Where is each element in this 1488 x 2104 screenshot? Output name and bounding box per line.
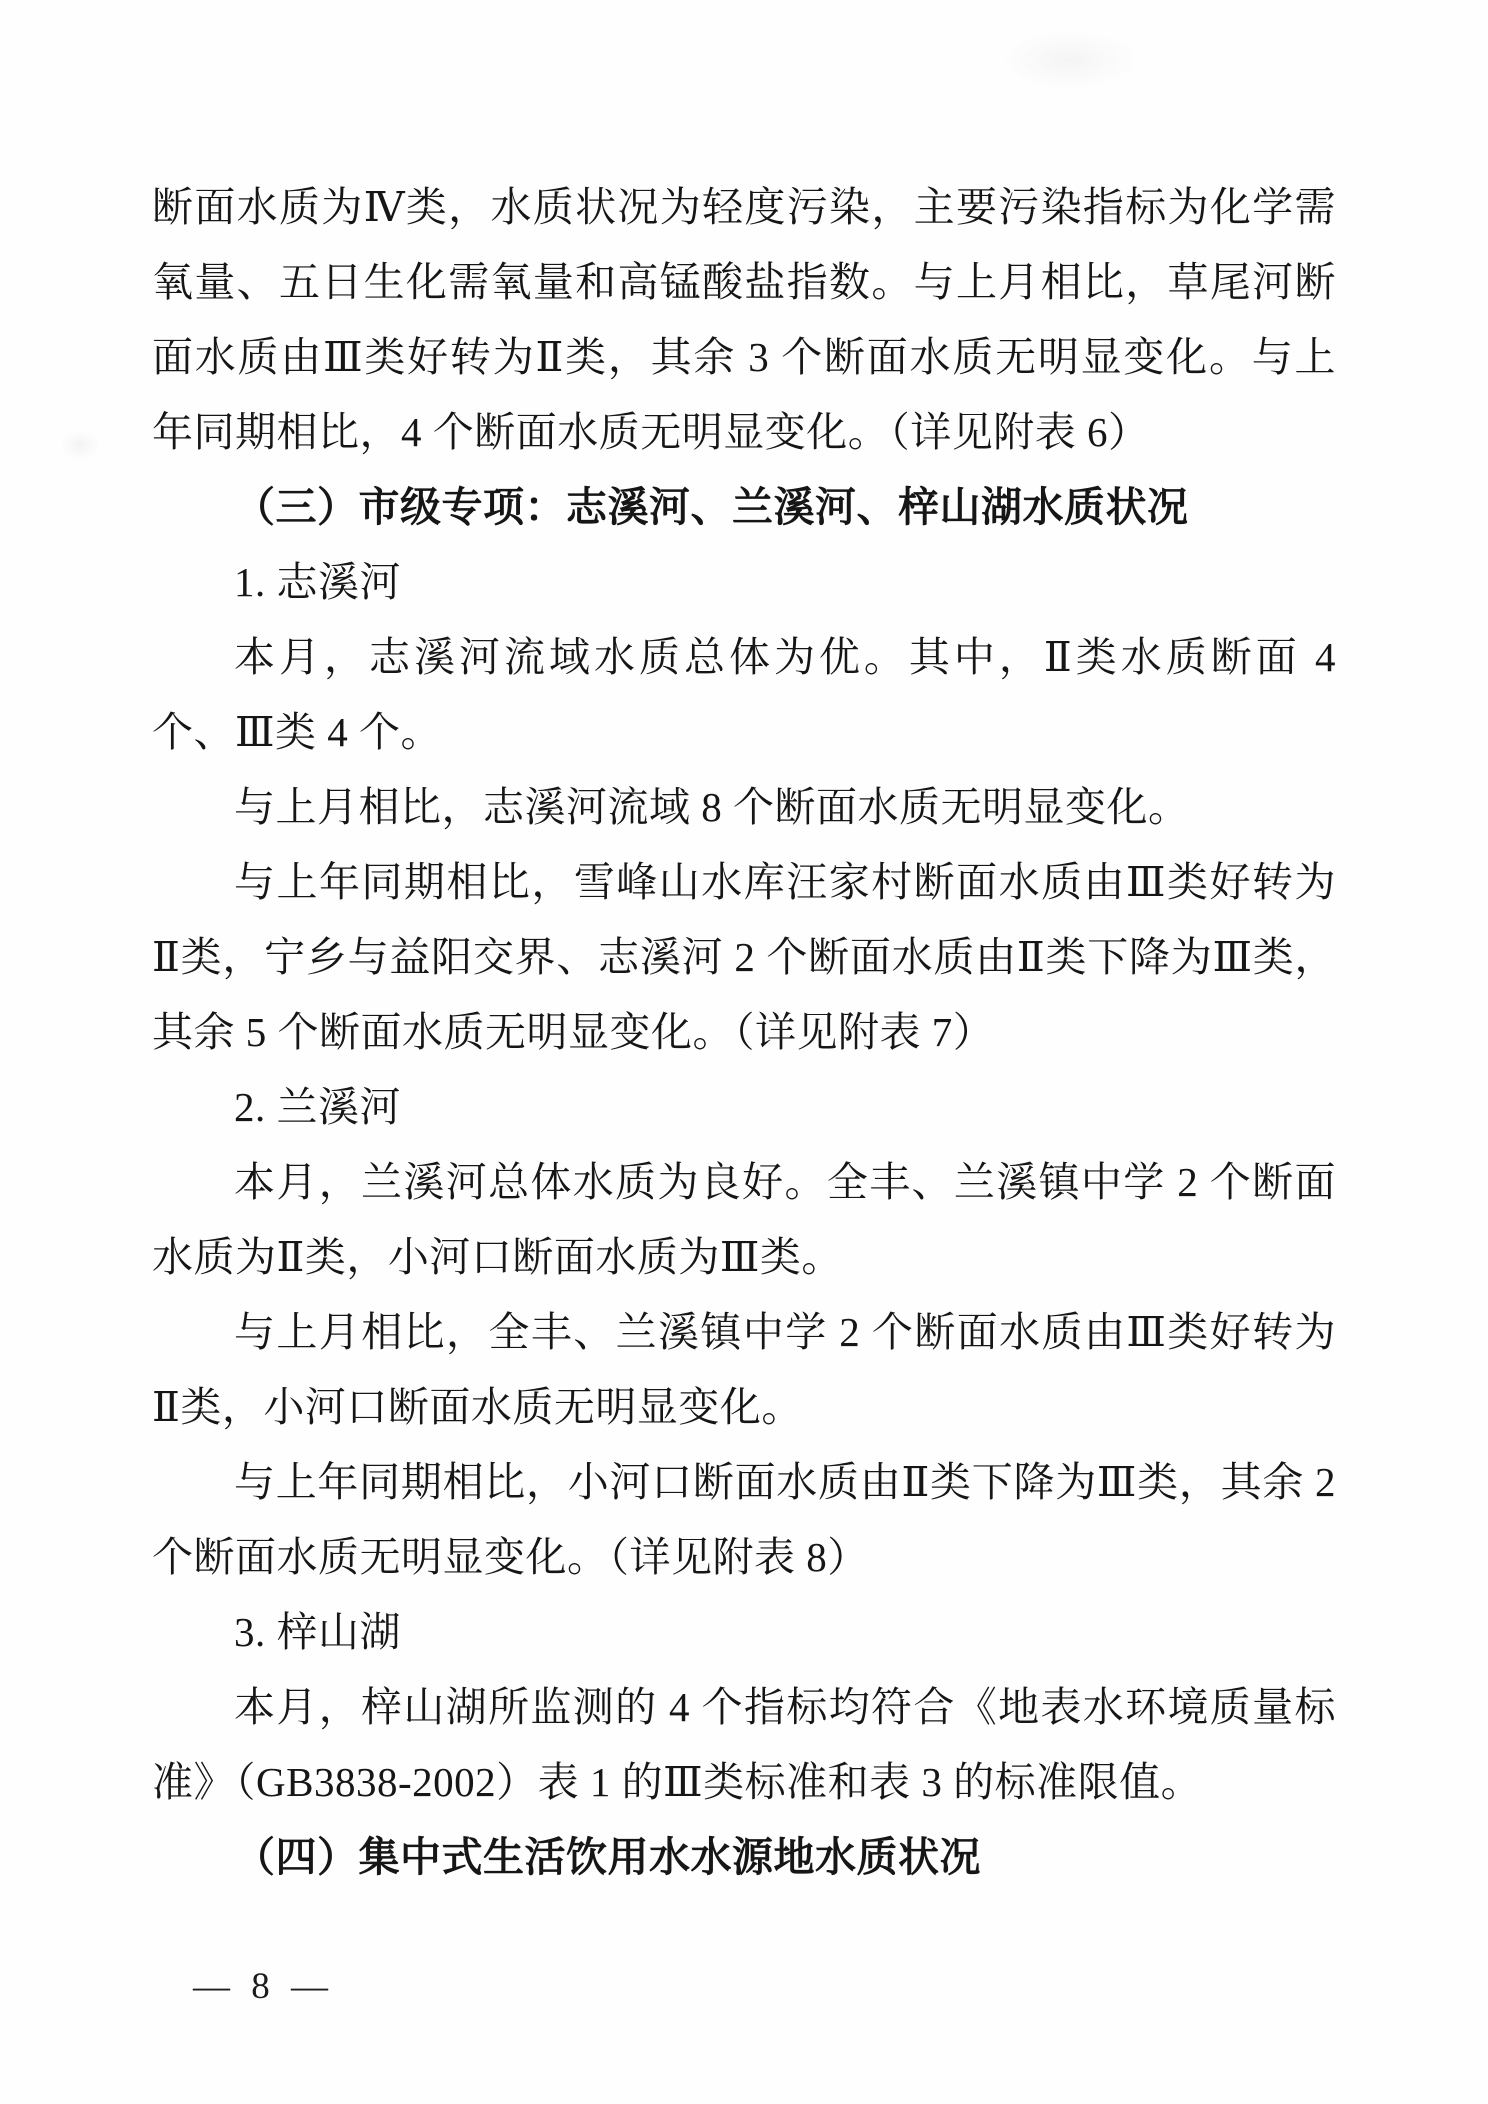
body-paragraph-continuation: 断面水质为Ⅳ类，水质状况为轻度污染，主要污染指标为化学需氧量、五日生化需氧量和高锰酸盐指数。与上月相比，草尾河断面水质由Ⅲ类好转为Ⅱ类，其余 3 个断面水质无明显变化。与上年同期相比，4 个断面水质无明显变化。（详见附表 6） (152, 184, 1336, 455)
body-paragraph: 本月，梓山湖所监测的 4 个指标均符合《地表水环境质量标准》（GB3838-2002）表 1 的Ⅲ类标准和表 3 的标准限值。 (152, 1684, 1336, 1805)
subsection-heading-1-zhixi-river: 1. 志溪河 (234, 559, 401, 605)
body-paragraph: 本月，兰溪河总体水质为良好。全丰、兰溪镇中学 2 个断面水质为Ⅱ类，小河口断面水质为Ⅲ类。 (152, 1159, 1336, 1280)
body-paragraph: 与上年同期相比，雪峰山水库汪家村断面水质由Ⅲ类好转为Ⅱ类，宁乡与益阳交界、志溪河 2 个断面水质由Ⅱ类下降为Ⅲ类，其余 5 个断面水质无明显变化。（详见附表 7） (152, 859, 1336, 1055)
body-paragraph: 与上月相比，志溪河流域 8 个断面水质无明显变化。 (234, 784, 1190, 830)
subsection-heading-3-zishan-lake: 3. 梓山湖 (234, 1609, 401, 1655)
section-heading-3-municipal-special: （三）市级专项：志溪河、兰溪河、梓山湖水质状况 (234, 484, 1189, 530)
scan-smudge (60, 430, 100, 460)
page-number: — 8 — (193, 1966, 334, 2007)
subsection-heading-2-lanxi-river: 2. 兰溪河 (234, 1084, 401, 1130)
body-paragraph: 本月，志溪河流域水质总体为优。其中，Ⅱ类水质断面 4 个、Ⅲ类 4 个。 (152, 634, 1336, 755)
document-body (152, 170, 1336, 1895)
section-heading-4-drinking-water-sources: （四）集中式生活饮用水水源地水质状况 (234, 1834, 981, 1880)
scan-smudge (1000, 30, 1140, 90)
body-paragraph: 与上年同期相比，小河口断面水质由Ⅱ类下降为Ⅲ类，其余 2 个断面水质无明显变化。（详见附表 8） (152, 1459, 1336, 1580)
body-paragraph: 与上月相比，全丰、兰溪镇中学 2 个断面水质由Ⅲ类好转为Ⅱ类，小河口断面水质无明显变化。 (152, 1309, 1336, 1430)
